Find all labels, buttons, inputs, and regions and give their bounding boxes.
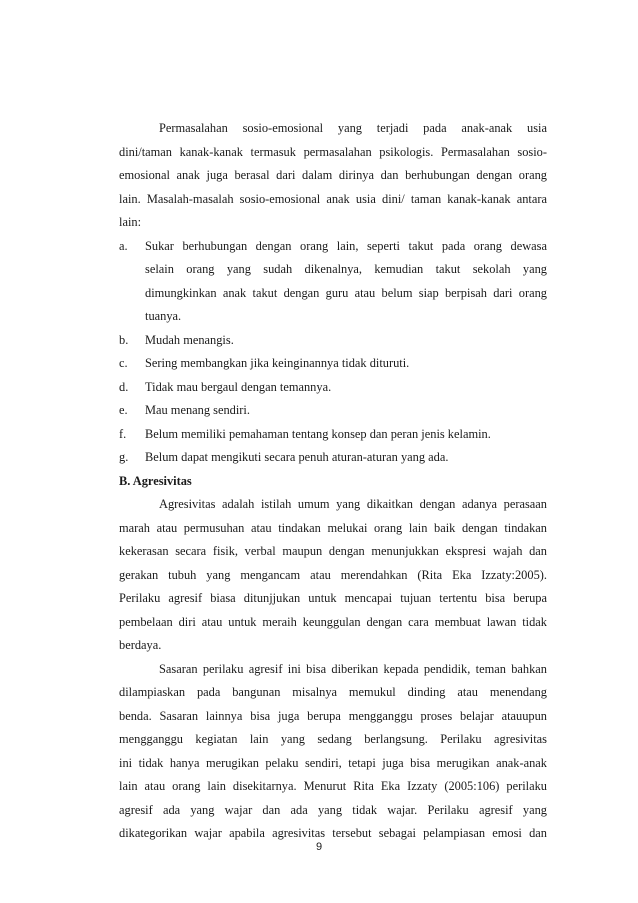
- list-item-text: Mudah menangis.: [145, 332, 234, 347]
- list-item: [119, 423, 547, 447]
- list-item-text: Belum dapat mengikuti secara penuh aturan-aturan yang ada.: [145, 450, 449, 464]
- text-line: ini tidak hanya merugikan pelaku sendiri, tetapi juga bisa merugikan anak-anak: [119, 755, 547, 770]
- text-line: pembelaan diri atau untuk meraih keunggulan dengan cara membuat lawan tidak: [119, 614, 547, 629]
- text-line: dikategorikan wajar apabila agresivitas tersebut sebagai pelampiasan emosi dan: [119, 826, 547, 840]
- list-item: [119, 329, 547, 353]
- text-line: Permasalahan sosio-emosional yang terjadi pada anak-anak usia: [159, 121, 547, 135]
- text-line: emosional anak juga berasal dari dalam dirinya dan berhubungan dengan orang: [119, 168, 547, 182]
- list-marker: c.: [119, 356, 128, 370]
- text-line: marah atau permusuhan atau tindakan melukai orang lain baik dengan tindakan: [119, 520, 547, 535]
- list-marker: g.: [119, 450, 129, 464]
- agresivitas-paragraph-1: [119, 493, 547, 658]
- list-item: [119, 352, 547, 376]
- intro-paragraph: [119, 117, 547, 235]
- list-item-text: Mau menang sendiri.: [145, 403, 250, 417]
- text-line: dilampiaskan pada bangunan misalnya memukul dinding atau menendang: [119, 685, 547, 699]
- text-line: Sasaran perilaku agresif ini bisa diberikan kepada pendidik, teman bahkan: [159, 661, 547, 676]
- list-item-text: Tidak mau bergaul dengan temannya.: [145, 379, 332, 394]
- page-body: [119, 117, 547, 846]
- text-line: lain atau orang lain disekitarnya. Menurut Rita Eka Izzaty (2005:106) perilaku: [119, 779, 547, 793]
- list-item: [119, 446, 547, 470]
- page-number: 9: [315, 841, 323, 853]
- list-marker: f.: [119, 426, 127, 441]
- text-line: dini/taman kanak-kanak termasuk permasalahan psikologis. Permasalahan sosio-: [119, 144, 547, 159]
- list-item-text: Sering membangkan jika keinginannya tidak dituruti.: [145, 356, 410, 370]
- text-line: agresif ada yang wajar dan ada yang tidak wajar. Perilaku agresif yang: [119, 802, 547, 817]
- list-item-text: Belum memiliki pemahaman tentang konsep dan peran jenis kelamin.: [145, 426, 491, 441]
- list-marker: d.: [119, 379, 129, 394]
- problem-list: [119, 235, 547, 470]
- text-line: Perilaku agresif biasa ditunjjukan untuk mencapai tujuan tertentu bisa berupa: [119, 591, 547, 605]
- text-line: Agresivitas adalah istilah umum yang dikaitkan dengan adanya perasaan: [159, 497, 547, 511]
- section-heading: B. Agresivitas: [119, 473, 192, 488]
- list-item-continuation: dimungkinkan anak takut dengan guru atau belum siap berpisah dari orang: [145, 285, 547, 300]
- list-marker: b.: [119, 332, 129, 347]
- list-item: [119, 376, 547, 400]
- list-marker: a.: [119, 238, 128, 253]
- text-line: lain. Masalah-masalah sosio-emosional anak usia dini/ taman kanak-kanak antara: [119, 191, 547, 206]
- text-line: kekerasan secara fisik, verbal maupun dengan menunjukkan ekspresi wajah dan: [119, 544, 547, 558]
- list-item-text: Sukar berhubungan dengan orang lain, seperti takut pada orang dewasa: [145, 238, 547, 253]
- list-item: [119, 399, 547, 423]
- agresivitas-paragraph-2: [119, 658, 547, 846]
- list-item: [119, 235, 547, 259]
- list-item-continuation: tuanya.: [145, 309, 182, 323]
- text-line: benda. Sasaran lainnya bisa juga berupa mengganggu proses belajar atauupun: [119, 708, 547, 723]
- text-line: berdaya.: [119, 638, 162, 652]
- text-line: gerakan tubuh yang mengancam atau merendahkan (Rita Eka Izzaty:2005).: [119, 567, 547, 582]
- text-line: mengganggu kegiatan lain yang sedang berlangsung. Perilaku agresivitas: [119, 732, 547, 746]
- text-line: lain:: [119, 215, 142, 229]
- list-marker: e.: [119, 403, 128, 417]
- list-item-continuation: selain orang yang sudah dikenalnya, kemudian takut sekolah yang: [145, 262, 547, 276]
